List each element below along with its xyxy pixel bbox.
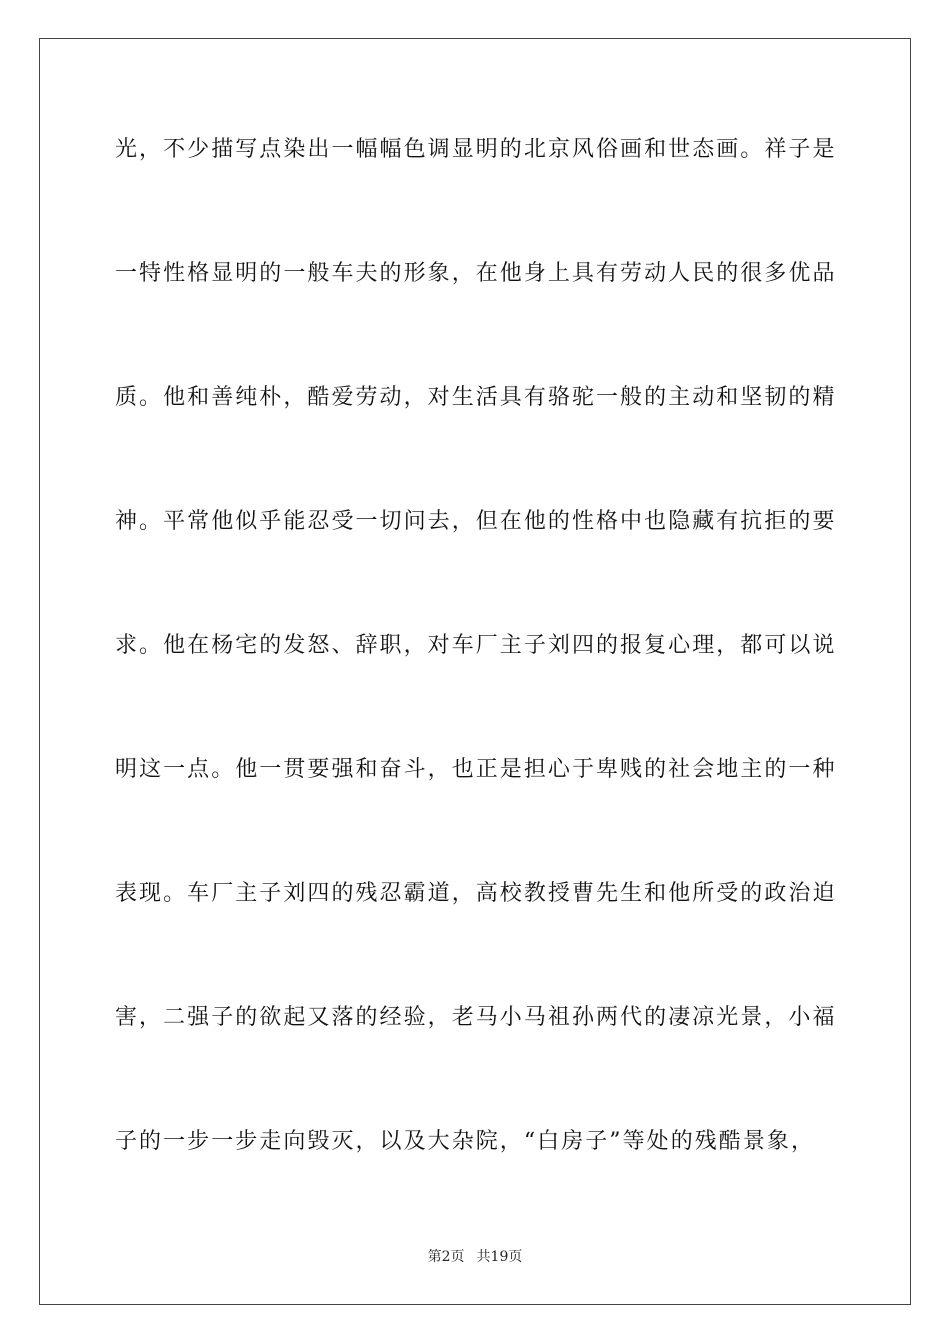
text-line: 质。他和善纯朴，酷爱劳动，对生活具有骆驼一般的主动和坚韧的精 <box>115 385 837 410</box>
text-line: 一特性格显明的一般车夫的形象，在他身上具有劳动人民的很多优品 <box>115 261 837 286</box>
page-number: 第2页 <box>427 1249 465 1265</box>
text-line: 害，二强子的欲起又落的经验，老马小马祖孙两代的凄凉光景，小福 <box>115 1005 837 1030</box>
body-text <box>115 128 835 1244</box>
text-line: 神。平常他似乎能忍受一切问去，但在他的性格中也隐藏有抗拒的要 <box>115 509 837 534</box>
text-line: 明这一点。他一贯要强和奋斗，也正是担心于卑贱的社会地主的一种 <box>115 757 837 782</box>
text-line: 光，不少描写点染出一幅幅色调显明的北京风俗画和世态画。祥子是 <box>115 137 837 162</box>
page-footer <box>0 1246 950 1266</box>
text-line: 子的一步一步走向毁灭，以及大杂院，“白房子”等处的残酷景象， <box>115 1129 815 1154</box>
text-line: 求。他在杨宅的发怒、辞职，对车厂主子刘四的报复心理，都可以说 <box>115 633 837 658</box>
total-pages: 共19页 <box>476 1249 523 1265</box>
text-line: 表现。车厂主子刘四的残忍霸道，高校教授曹先生和他所受的政治迫 <box>115 881 837 906</box>
